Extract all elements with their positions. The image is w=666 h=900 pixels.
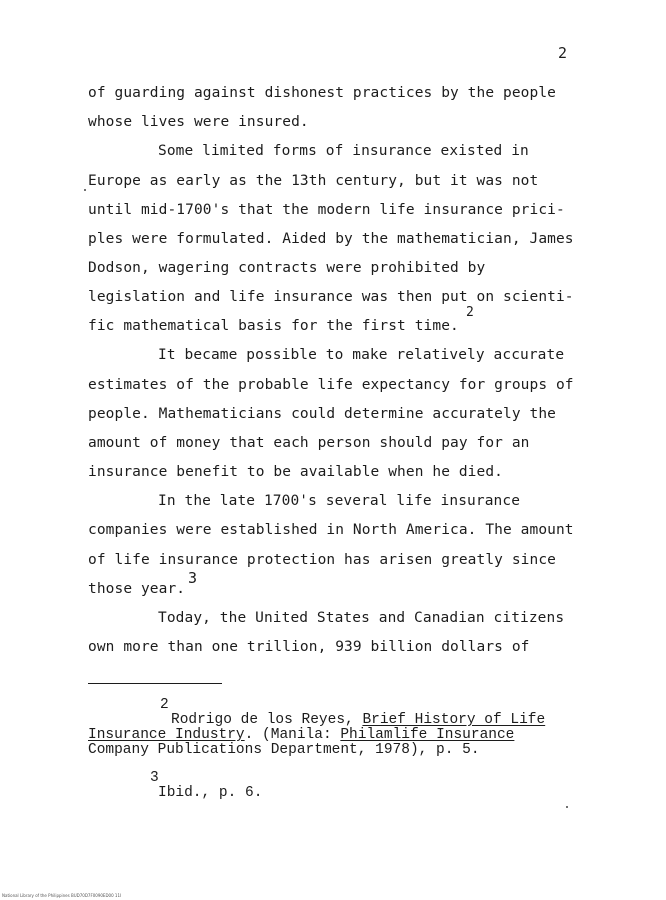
text-line: Europe as early as the 13th century, but it was not bbox=[88, 173, 539, 189]
footnote-line: Company Publications Department, 1978), p. 5. bbox=[88, 742, 480, 758]
text-line: It became possible to make relatively accurate bbox=[158, 347, 565, 363]
text-line: Today, the United States and Canadian citizens bbox=[158, 610, 565, 626]
footnote-text: . (Manila: bbox=[244, 727, 341, 743]
footnote-line bbox=[88, 727, 514, 743]
footnote-author: Rodrigo de los Reyes, bbox=[171, 712, 363, 728]
text-line: those year. bbox=[88, 581, 186, 597]
footnote-line: Ibid., p. 6. bbox=[158, 785, 263, 801]
text-line: whose lives were insured. bbox=[88, 114, 309, 130]
footnote-mark: 2 bbox=[160, 697, 169, 713]
footnote-mark: 3 bbox=[150, 770, 159, 786]
text-line: Some limited forms of insurance existed in bbox=[158, 143, 529, 159]
footnote-reference: 3 bbox=[188, 569, 198, 587]
footnote-line bbox=[171, 712, 545, 728]
footnote-separator bbox=[88, 683, 222, 684]
scan-speck bbox=[84, 189, 86, 191]
text-line: own more than one trillion, 939 billion dollars of bbox=[88, 639, 530, 655]
footnote-title: Brief History of Life bbox=[362, 712, 546, 728]
text-line: until mid-1700's that the modern life insurance prici- bbox=[88, 202, 565, 218]
text-line: of life insurance protection has arisen greatly since bbox=[88, 552, 556, 568]
footnote-publisher: Philamlife Insurance bbox=[340, 727, 515, 743]
text-line: legislation and life insurance was then put on scienti- bbox=[88, 289, 574, 305]
page-number: 2 bbox=[558, 44, 568, 62]
text-line: insurance benefit to be available when he died. bbox=[88, 464, 503, 480]
text-line: people. Mathematicians could determine accurately the bbox=[88, 406, 556, 422]
text-line: estimates of the probable life expectancy for groups of bbox=[88, 377, 574, 393]
scan-speck bbox=[566, 806, 568, 808]
text-line: of guarding against dishonest practices by the people bbox=[88, 85, 556, 101]
text-line: amount of money that each person should pay for an bbox=[88, 435, 530, 451]
text-line: Dodson, wagering contracts were prohibited by bbox=[88, 260, 486, 276]
text-line: In the late 1700's several life insurance bbox=[158, 493, 521, 509]
text-line: ples were formulated. Aided by the mathematician, James bbox=[88, 231, 574, 247]
text-line: companies were established in North America. The amount bbox=[88, 522, 574, 538]
scan-footer-stamp: National Library of the Philippines BUD70D7F0090ED00 11I bbox=[2, 893, 122, 898]
footnote-title: Insurance Industry bbox=[88, 727, 245, 743]
footnote-reference: 2 bbox=[466, 305, 474, 320]
text-line: fic mathematical basis for the first time. bbox=[88, 318, 459, 334]
